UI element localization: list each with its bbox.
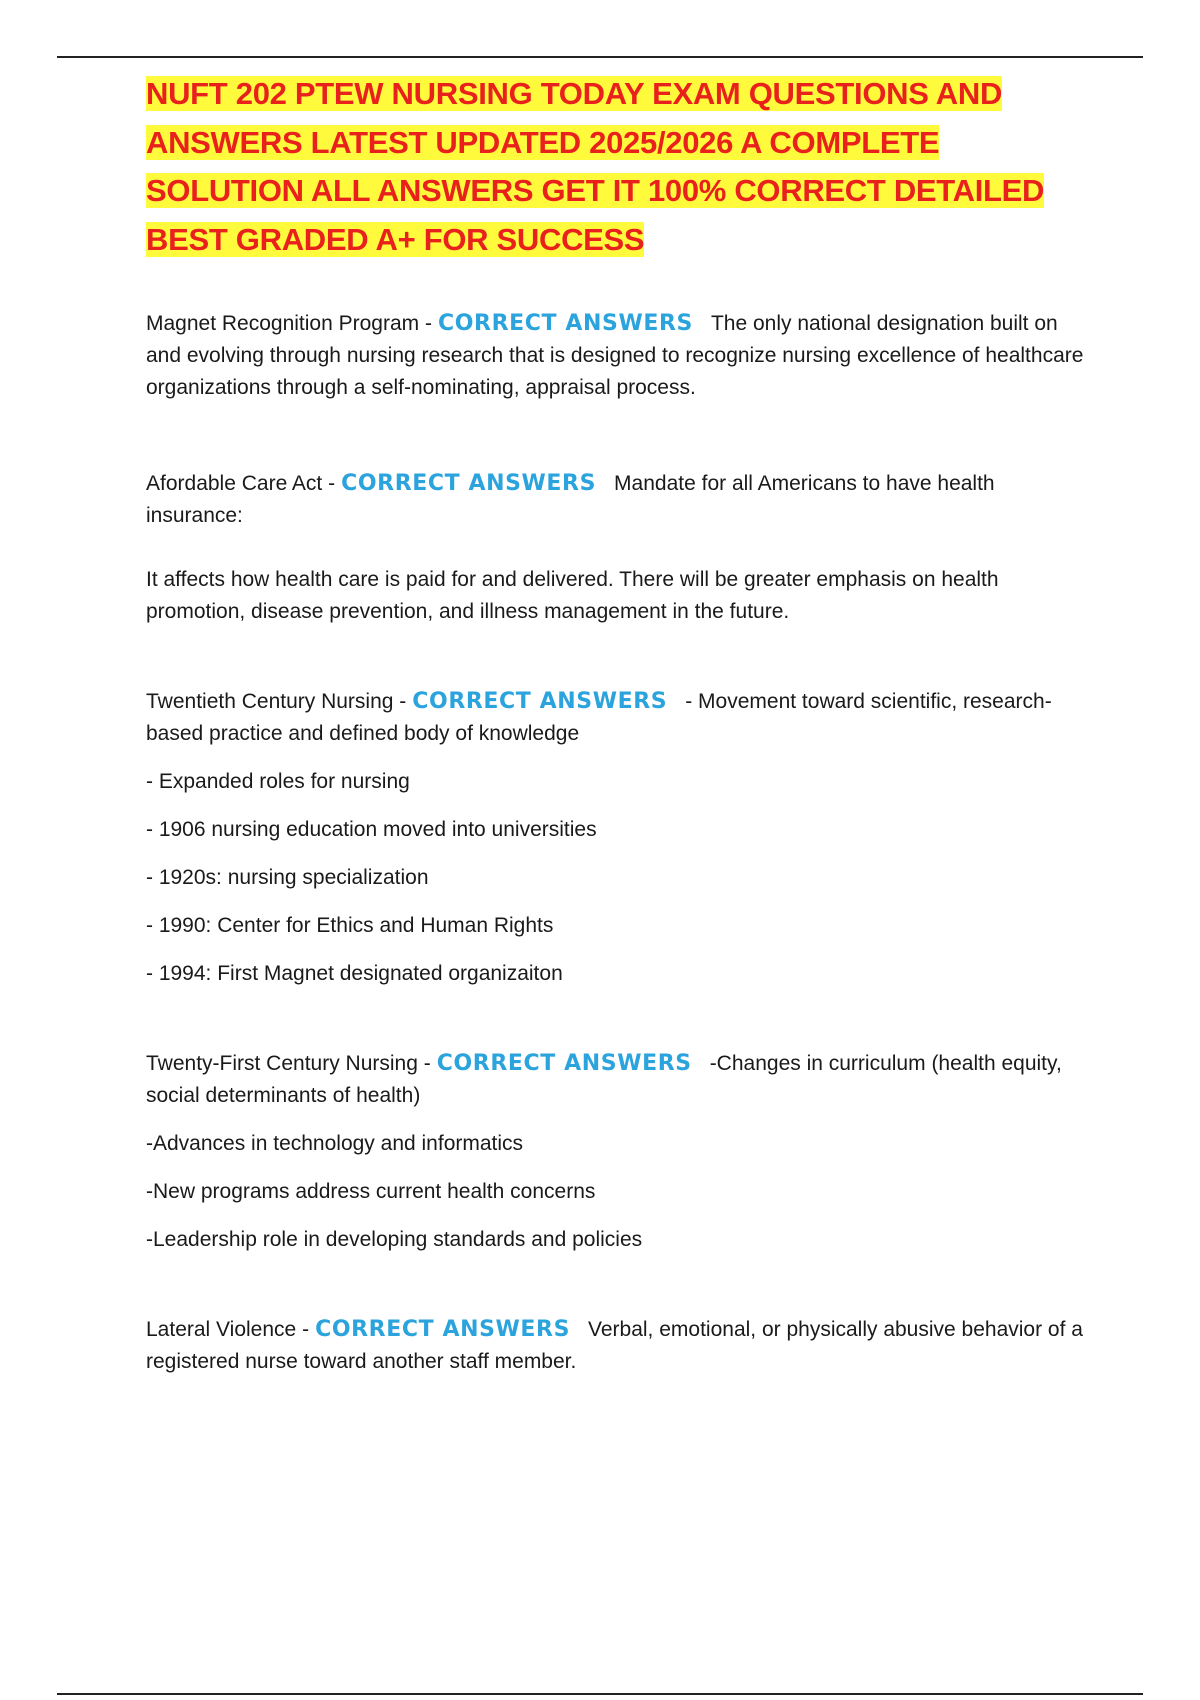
qa-entry-lead	[146, 1048, 1086, 1112]
correct-answers-label: CORRECT ANSWERS	[436, 1051, 692, 1076]
entry-term: Lateral Violence	[146, 1318, 297, 1341]
term-separator: -	[302, 1318, 310, 1341]
term-separator: -	[399, 690, 407, 713]
qa-entry-lead	[146, 308, 1086, 404]
term-separator: -	[423, 1052, 431, 1075]
entry-answer: Verbal, emotional, or physically abusive behavior of a registered nurse toward another staff member.	[146, 1318, 1083, 1373]
bottom-rule	[57, 1693, 1143, 1695]
qa-entry-affordable-care-act	[146, 468, 1086, 628]
bullet-item: - 1920s: nursing specialization	[146, 866, 429, 889]
correct-answers-label: CORRECT ANSWERS	[315, 1317, 571, 1342]
qa-entry-twenty-first-century-nursing	[146, 1048, 1086, 1256]
qa-entry-lead	[146, 468, 1086, 532]
correct-answers-label: CORRECT ANSWERS	[341, 471, 597, 496]
qa-entry-magnet-recognition-program	[146, 308, 1086, 404]
qa-entry-lateral-violence	[146, 1314, 1086, 1378]
bullet-item: -New programs address current health concerns	[146, 1180, 596, 1203]
term-separator: -	[328, 472, 336, 495]
entry-answer: The only national designation built on and evolving through nursing research that is designed to recognize nursing excellence of healthcare organizations through a self-nominating, appraisal process.	[146, 312, 1084, 399]
entry-term: Twenty-First Century Nursing	[146, 1052, 418, 1075]
correct-answers-label: CORRECT ANSWERS	[438, 311, 693, 336]
entry-term: Magnet Recognition Program	[146, 312, 420, 335]
entry-term: Afordable Care Act	[146, 472, 323, 495]
bullet-item: -Leadership role in developing standards and policies	[146, 1228, 643, 1251]
bullet-item: -Advances in technology and informatics	[146, 1132, 524, 1155]
document-title	[146, 70, 1086, 264]
entry-answer: - Movement toward scientific, research-based practice and defined body of knowledge	[146, 690, 1052, 745]
term-separator: -	[425, 312, 432, 335]
entry-answer: -Changes in curriculum (health equity, social determinants of health)	[146, 1052, 1062, 1107]
bullet-item: - 1994: First Magnet designated organizaiton	[146, 962, 563, 985]
entry-answer: Mandate for all Americans to have health insurance:	[146, 472, 995, 527]
document-title-text: NUFT 202 PTEW NURSING TODAY EXAM QUESTIONS AND ANSWERS LATEST UPDATED 2025/2026 A COMPLETE SOLUTION ALL ANSWERS GET IT 100% CORRECT DETAILED BEST GRADED A+ FOR SUCCESS	[146, 76, 1045, 257]
entry-term: Twentieth Century Nursing	[146, 690, 394, 713]
entry-paragraph: It affects how health care is paid for and delivered. There will be greater emphasis on health promotion, disease prevention, and illness management in the future.	[146, 568, 999, 623]
bullet-item: - 1990: Center for Ethics and Human Rights	[146, 914, 554, 937]
top-rule	[57, 56, 1143, 58]
qa-list	[146, 308, 1086, 1378]
qa-entry-lead	[146, 686, 1086, 750]
correct-answers-label: CORRECT ANSWERS	[412, 689, 668, 714]
qa-entry-lead	[146, 1314, 1086, 1378]
bullet-item: - 1906 nursing education moved into universities	[146, 818, 597, 841]
document-page	[146, 70, 1086, 1378]
bullet-item: - Expanded roles for nursing	[146, 770, 410, 793]
qa-entry-twentieth-century-nursing	[146, 686, 1086, 990]
